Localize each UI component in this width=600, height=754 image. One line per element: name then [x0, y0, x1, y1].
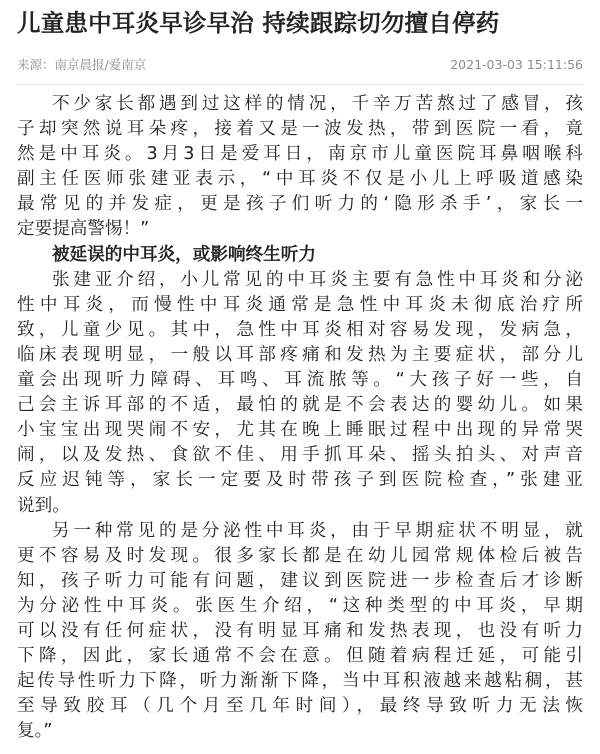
p2-line-1: 张建亚介绍，小儿常见的中耳炎主要有急性中耳炎和分泌 — [52, 269, 583, 290]
article-timestamp: 2021-03-03 15:11:56 — [450, 57, 583, 72]
subheading: 被延误的中耳炎，或影响终生听力 — [52, 244, 316, 265]
p3-line-3: 知，孩子听力可能有问题，建议到医院进一步检查后才诊断 — [17, 570, 583, 591]
p1-line-4: 副主任医师张建亚表示，“中耳炎不仅是小儿上呼吸道感染 — [17, 169, 583, 190]
article-meta — [17, 56, 583, 74]
p1-line-1: 不少家长都遇到过这样的情况，千辛万苦熬过了感冒，孩 — [52, 94, 583, 114]
article-source: 来源：南京晨报/爱南京 — [17, 57, 147, 72]
p3-line-4: 为分泌性中耳炎。张医生介绍，“这种类型的中耳炎，早期 — [17, 595, 583, 616]
article-title: 儿童患中耳炎早诊早治 持续跟踪切勿擅自停药 — [17, 9, 500, 37]
p2-line-2: 性中耳炎，而慢性中耳炎通常是急性中耳炎未彻底治疗所 — [17, 294, 583, 315]
p3-line-2: 更不容易及时发现。很多家长都是在幼儿园常规体检后被告 — [17, 545, 583, 566]
p2-line-7: 小宝宝出现哭闹不安，尤其在晚上睡眠过程中出现的异常哭 — [17, 420, 583, 441]
p2-line-3: 致，儿童少见。其中，急性中耳炎相对容易发现，发病急， — [17, 319, 583, 340]
p3-line-9: 复。” — [17, 721, 53, 742]
p3-line-8: 至导致胶耳（几个月至几年时间），最终导致听力无法恢 — [17, 696, 583, 717]
p2-line-9: 反应迟钝等，家长一定要及时带孩子到医院检查，”张建亚 — [17, 470, 583, 491]
title-divider — [17, 84, 583, 85]
p3-line-5: 可以没有任何症状，没有明显耳痛和发热表现，也没有听力 — [17, 620, 583, 641]
p2-line-4: 临床表现明显，一般以耳部疼痛和发热为主要症状，部分儿 — [17, 344, 583, 365]
p3-line-7: 起传导性听力下降，听力渐渐下降，当中耳积液越来越粘稠，甚 — [17, 671, 583, 692]
p2-line-5: 童会出现听力障碍、耳鸣、耳流脓等。“大孩子好一些，自 — [17, 370, 583, 391]
p2-line-8: 闹，以及发热、食欲不佳、用手抓耳朵、摇头拍头、对声音 — [17, 445, 583, 466]
p1-line-3: 然是中耳炎。3月3日是爱耳日，南京市儿童医院耳鼻咽喉科 — [17, 144, 583, 165]
p3-line-6: 下降，因此，家长通常不会在意。但随着病程迁延，可能引 — [17, 646, 583, 667]
p2-line-10: 说到。 — [17, 495, 70, 516]
p1-line-2: 子却突然说耳朵疼，接着又是一波发热，带到医院一看，竟 — [17, 119, 583, 140]
article-body — [17, 92, 583, 744]
p1-line-5: 最常见的并发症，更是孩子们听力的‘隐形杀手’，家长一 — [17, 194, 583, 215]
p3-line-1: 另一种常见的是分泌性中耳炎，由于早期症状不明显，就 — [52, 520, 583, 541]
p1-line-6: 定要提高警惕！” — [17, 219, 150, 240]
p2-line-6: 己会主诉耳部的不适，最怕的就是不会表达的婴幼儿。如果 — [17, 395, 583, 416]
